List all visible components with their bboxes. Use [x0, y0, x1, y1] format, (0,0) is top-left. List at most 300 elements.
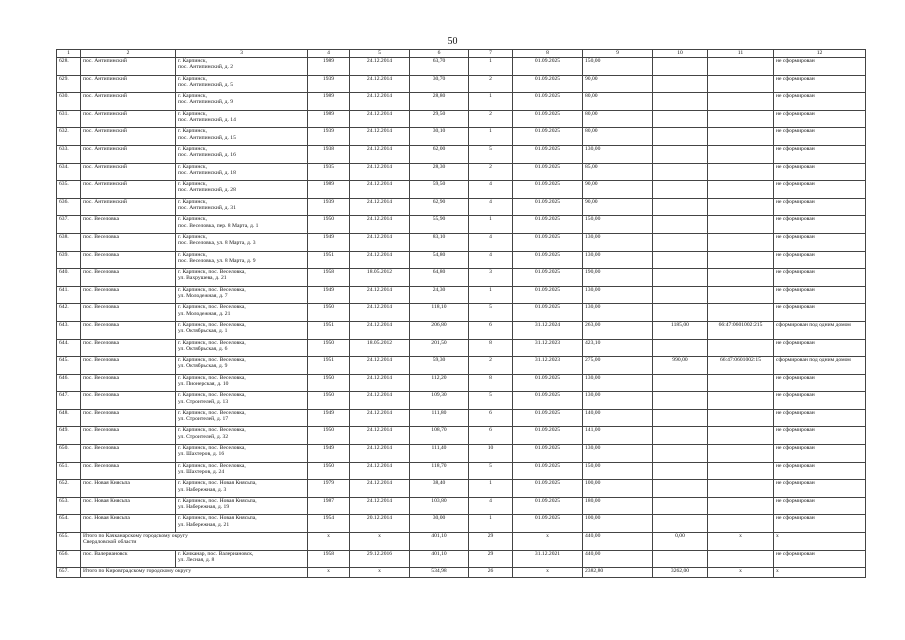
table-cell: 130,00: [583, 286, 653, 304]
table-cell: 90,00: [583, 198, 653, 216]
table-cell: [653, 286, 708, 304]
table-cell: 83,10: [410, 233, 469, 251]
total-label: [81, 533, 308, 551]
table-cell: х: [513, 568, 583, 578]
table-cell: 31.12.2023: [513, 357, 583, 375]
address-line: г. Карпинск,: [178, 181, 207, 188]
table-cell: 01.09.2025: [513, 304, 583, 322]
table-cell: 24.12.2014: [350, 357, 410, 375]
table-cell: 632.: [57, 128, 81, 146]
table-cell: пос. Антипинский: [81, 128, 176, 146]
table-row: [57, 339, 866, 357]
table-cell: не сформирован: [774, 145, 866, 163]
table-cell: 1: [469, 286, 513, 304]
address-line: пос. Антипинский, д. 28: [178, 187, 236, 194]
table-cell: пос. Веселовка: [81, 392, 176, 410]
table-cell: [708, 374, 774, 392]
address-cell: [176, 427, 308, 445]
address-cell: [176, 445, 308, 463]
address-line: г. Карпинск,: [178, 110, 207, 117]
table-cell: 31.12.2023: [513, 339, 583, 357]
table-cell: 01.09.2025: [513, 75, 583, 93]
address-line: г. Карпинск,: [178, 251, 207, 258]
table-cell: 54,80: [410, 251, 469, 269]
table-cell: 01.09.2025: [513, 462, 583, 480]
table-cell: 1989: [308, 110, 350, 128]
address-line: г. Карпинск, пос. Веселовка,: [178, 339, 246, 346]
table-cell: пос. Антипинский: [81, 110, 176, 128]
table-row: [57, 181, 866, 199]
table-cell: 2: [469, 357, 513, 375]
table-cell: [708, 445, 774, 463]
table-cell: 1935: [308, 163, 350, 181]
table-cell: [653, 251, 708, 269]
table-cell: 24.12.2014: [350, 374, 410, 392]
address-line: пос. Антипинский, д. 5: [178, 81, 234, 88]
total-label-line: Итого по Качканарскому городскому округу: [83, 533, 188, 540]
table-cell: 1949: [308, 409, 350, 427]
table-row: [57, 233, 866, 251]
table-cell: 90,00: [583, 75, 653, 93]
table-cell: 5: [469, 304, 513, 322]
table-cell: 01.09.2025: [513, 93, 583, 111]
table-cell: 4: [469, 198, 513, 216]
table-cell: не сформирован: [774, 163, 866, 181]
address-line: г. Карпинск,: [178, 233, 207, 240]
table-row: [57, 409, 866, 427]
table-cell: 01.09.2025: [513, 427, 583, 445]
table-cell: 1949: [308, 445, 350, 463]
table-row: [57, 480, 866, 498]
table-cell: 644.: [57, 339, 81, 357]
table-cell: х: [513, 533, 583, 551]
address-cell: [176, 497, 308, 515]
table-row: [57, 145, 866, 163]
address-cell: [176, 93, 308, 111]
table-cell: не сформирован: [774, 339, 866, 357]
table-cell: 24.12.2014: [350, 251, 410, 269]
table-cell: 28,30: [410, 163, 469, 181]
table-row: [57, 392, 866, 410]
table-cell: [653, 110, 708, 128]
table-row: [57, 497, 866, 515]
address-line: г. Карпинск, пос. Веселовка,: [178, 286, 246, 293]
address-line: г. Карпинск, пос. Веселовка,: [178, 321, 246, 328]
address-cell: [176, 550, 308, 568]
table-cell: 1958: [308, 550, 350, 568]
table-cell: 637.: [57, 216, 81, 234]
address-cell: [176, 181, 308, 199]
table-cell: не сформирован: [774, 374, 866, 392]
table-cell: 01.09.2025: [513, 392, 583, 410]
address-cell: [176, 269, 308, 287]
table-cell: пос. Веселовка: [81, 427, 176, 445]
table-cell: пос. Веселовка: [81, 304, 176, 322]
table-cell: 62,90: [410, 198, 469, 216]
table-cell: 423,10: [583, 339, 653, 357]
table-cell: пос. Антипинский: [81, 145, 176, 163]
address-line: г. Карпинск,: [178, 128, 207, 135]
table-cell: [708, 286, 774, 304]
table-cell: пос. Антипинский: [81, 198, 176, 216]
table-cell: 1951: [308, 321, 350, 339]
table-cell: 24.12.2014: [350, 409, 410, 427]
table-cell: не сформирован: [774, 93, 866, 111]
address-line: г. Карпинск, пос. Веселовка,: [178, 392, 246, 399]
table-cell: 639.: [57, 251, 81, 269]
table-cell: 24.12.2014: [350, 462, 410, 480]
table-cell: [708, 480, 774, 498]
table-cell: пос. Веселовка: [81, 216, 176, 234]
table-row: [57, 198, 866, 216]
table-cell: 150,00: [583, 216, 653, 234]
table-cell: 24.12.2014: [350, 163, 410, 181]
table-cell: 1185,00: [653, 321, 708, 339]
address-line: г. Карпинск,: [178, 163, 207, 170]
table-cell: 100,00: [583, 480, 653, 498]
table-cell: [653, 163, 708, 181]
table-cell: 130,00: [583, 445, 653, 463]
address-line: ул. Строителей, д. 17: [178, 416, 229, 423]
address-line: г. Карпинск, пос. Веселовка,: [178, 357, 246, 364]
table-cell: 1938: [308, 145, 350, 163]
table-cell: 1950: [308, 304, 350, 322]
address-line: пос. Антипинский, д. 31: [178, 205, 236, 212]
table-cell: [653, 181, 708, 199]
table-cell: 01.09.2025: [513, 128, 583, 146]
table-row: [57, 128, 866, 146]
table-cell: 150,00: [583, 58, 653, 76]
table-cell: 01.09.2025: [513, 409, 583, 427]
address-line: ул. Набережная, д. 3: [178, 486, 227, 493]
table-cell: [708, 110, 774, 128]
table-cell: 80,00: [583, 128, 653, 146]
table-cell: 01.09.2025: [513, 181, 583, 199]
table-cell: [708, 75, 774, 93]
address-line: г. Карпинск,: [178, 93, 207, 100]
table-cell: 24.12.2014: [350, 304, 410, 322]
table-cell: пос. Веселовка: [81, 269, 176, 287]
table-cell: 64,80: [410, 269, 469, 287]
table-cell: 31.12.2024: [513, 321, 583, 339]
table-cell: не сформирован: [774, 445, 866, 463]
table-cell: 1950: [308, 392, 350, 410]
table-cell: не сформирован: [774, 198, 866, 216]
table-cell: [653, 374, 708, 392]
address-cell: [176, 163, 308, 181]
table-cell: 1949: [308, 233, 350, 251]
address-cell: [176, 515, 308, 533]
table-cell: 100,00: [583, 515, 653, 533]
address-line: г. Карпинск, пос. Веселовка,: [178, 374, 246, 381]
table-cell: 628.: [57, 58, 81, 76]
table-row: [57, 445, 866, 463]
table-cell: не сформирован: [774, 480, 866, 498]
address-line: ул. Строителей, д. 32: [178, 433, 229, 440]
table-cell: 6: [469, 427, 513, 445]
table-cell: 1989: [308, 181, 350, 199]
table-cell: [653, 550, 708, 568]
table-cell: 130,00: [583, 374, 653, 392]
table-cell: 440,00: [583, 533, 653, 551]
table-cell: 634.: [57, 163, 81, 181]
table-cell: 01.09.2025: [513, 445, 583, 463]
table-cell: 01.09.2025: [513, 163, 583, 181]
table-cell: 141,00: [583, 427, 653, 445]
table-cell: [653, 216, 708, 234]
table-cell: 1939: [308, 198, 350, 216]
address-line: пос. Антипинский, д. 14: [178, 117, 236, 124]
table-cell: [653, 427, 708, 445]
table-cell: 24.12.2014: [350, 145, 410, 163]
table-cell: 38,40: [410, 480, 469, 498]
table-cell: х: [308, 533, 350, 551]
table-cell: пос. Веселовка: [81, 374, 176, 392]
total-label-line: Итого по Кировградскому городскому округу: [83, 568, 192, 575]
table-cell: 1: [469, 515, 513, 533]
column-header: 4: [308, 50, 350, 58]
address-line: г. Карпинск,: [178, 58, 207, 64]
table-cell: 103,80: [410, 497, 469, 515]
table-cell: 635.: [57, 181, 81, 199]
table-cell: не сформирован: [774, 497, 866, 515]
table-cell: 638.: [57, 233, 81, 251]
table-cell: 401,10: [410, 550, 469, 568]
table-cell: 01.09.2025: [513, 251, 583, 269]
table-cell: 111,80: [410, 409, 469, 427]
table-row: [57, 550, 866, 568]
table-cell: [653, 409, 708, 427]
table-cell: 4: [469, 497, 513, 515]
table-cell: 130,00: [583, 392, 653, 410]
table-cell: [653, 269, 708, 287]
address-cell: [176, 58, 308, 76]
table-cell: [653, 480, 708, 498]
table-cell: [708, 145, 774, 163]
table-cell: 649.: [57, 427, 81, 445]
table-cell: 645.: [57, 357, 81, 375]
table-cell: 8: [469, 374, 513, 392]
table-cell: 2: [469, 110, 513, 128]
table-cell: 643.: [57, 321, 81, 339]
table-cell: [653, 93, 708, 111]
table-cell: пос. Веселовка: [81, 462, 176, 480]
address-line: ул. Пионерская, д. 10: [178, 380, 229, 387]
table-cell: 66:47:0601002:15: [708, 357, 774, 375]
table-cell: пос. Антипинский: [81, 93, 176, 111]
table-cell: 4: [469, 233, 513, 251]
table-cell: 30,10: [410, 128, 469, 146]
table-cell: не сформирован: [774, 128, 866, 146]
address-cell: [176, 462, 308, 480]
table-cell: пос. Валериановск: [81, 550, 176, 568]
table-cell: [708, 304, 774, 322]
table-cell: [653, 198, 708, 216]
address-line: г. Карпинск,: [178, 216, 207, 223]
table-cell: 3262,00: [653, 568, 708, 578]
table-cell: 66:47:0601002:215: [708, 321, 774, 339]
address-line: ул. Октябрьская, д. 6: [178, 345, 228, 352]
table-cell: 24.12.2014: [350, 480, 410, 498]
table-cell: 1954: [308, 515, 350, 533]
table-cell: не сформирован: [774, 269, 866, 287]
table-cell: 633.: [57, 145, 81, 163]
address-line: г. Карпинск,: [178, 75, 207, 82]
address-cell: [176, 286, 308, 304]
table-cell: [708, 128, 774, 146]
address-line: г. Карпинск, пос. Новая Княсьпа,: [178, 515, 257, 522]
table-cell: 29.12.2016: [350, 550, 410, 568]
table-cell: 5: [469, 392, 513, 410]
table-cell: 01.09.2025: [513, 216, 583, 234]
table-cell: 63,70: [410, 58, 469, 76]
table-cell: х: [774, 568, 866, 578]
table-cell: 1951: [308, 357, 350, 375]
address-line: пос. Антипинский, д. 9: [178, 99, 234, 106]
address-line: г. Карпинск, пос. Новая Княсьпа,: [178, 497, 257, 504]
table-cell: 24.12.2014: [350, 181, 410, 199]
table-cell: [653, 497, 708, 515]
address-cell: [176, 304, 308, 322]
table-cell: 1950: [308, 216, 350, 234]
table-cell: 85,00: [583, 163, 653, 181]
table-cell: пос. Новая Княсьпа: [81, 480, 176, 498]
table-cell: 1939: [308, 128, 350, 146]
table-cell: 24.12.2014: [350, 445, 410, 463]
table-cell: 651.: [57, 462, 81, 480]
table-cell: [708, 497, 774, 515]
table-cell: 1: [469, 93, 513, 111]
table-cell: 629.: [57, 75, 81, 93]
table-cell: 1979: [308, 480, 350, 498]
table-cell: 180,00: [583, 497, 653, 515]
address-line: ул. Лесная, д. 8: [178, 556, 215, 563]
table-cell: не сформирован: [774, 233, 866, 251]
address-line: ул. Вахрушева, д. 21: [178, 275, 227, 282]
table-cell: [708, 181, 774, 199]
table-row: [57, 515, 866, 533]
table-cell: пос. Антипинский: [81, 75, 176, 93]
address-cell: [176, 216, 308, 234]
address-line: г. Карпинск, пос. Новая Княсьпа,: [178, 480, 257, 487]
table-cell: 2: [469, 75, 513, 93]
table-cell: 80,00: [583, 110, 653, 128]
table-cell: сформирован под одним домом: [774, 357, 866, 375]
table-cell: 90,00: [583, 181, 653, 199]
address-cell: [176, 251, 308, 269]
address-line: г. Карпинск, пос. Веселовка,: [178, 445, 246, 452]
table-cell: 642.: [57, 304, 81, 322]
table-cell: 1: [469, 128, 513, 146]
table-cell: 150,00: [583, 462, 653, 480]
table-cell: 654.: [57, 515, 81, 533]
table-cell: 130,00: [583, 304, 653, 322]
address-cell: [176, 392, 308, 410]
address-line: ул. Молодежная, д. 21: [178, 310, 231, 317]
table-cell: 24.12.2014: [350, 128, 410, 146]
table-cell: 01.09.2025: [513, 269, 583, 287]
table-cell: 55,90: [410, 216, 469, 234]
table-cell: [708, 216, 774, 234]
table-cell: 6: [469, 409, 513, 427]
table-cell: 130,00: [583, 233, 653, 251]
table-cell: пос. Веселовка: [81, 251, 176, 269]
table-cell: [653, 145, 708, 163]
table-cell: 01.09.2025: [513, 58, 583, 76]
table-row: [57, 374, 866, 392]
column-header: 6: [410, 50, 469, 58]
table-cell: [708, 392, 774, 410]
column-header: 8: [513, 50, 583, 58]
table-row: [57, 357, 866, 375]
table-cell: 206,80: [410, 321, 469, 339]
address-line: г. Карпинск, пос. Веселовка,: [178, 409, 246, 416]
column-header: 12: [774, 50, 866, 58]
table-cell: 18.05.2012: [350, 269, 410, 287]
table-cell: 01.09.2025: [513, 145, 583, 163]
table-cell: не сформирован: [774, 75, 866, 93]
table-cell: 01.09.2025: [513, 198, 583, 216]
table-cell: х: [774, 533, 866, 551]
address-line: ул. Набережная, д. 21: [178, 521, 230, 528]
address-line: пос. Антипинский, д. 2: [178, 64, 234, 71]
table-row: [57, 321, 866, 339]
table-cell: 440,00: [583, 550, 653, 568]
table-cell: 62,00: [410, 145, 469, 163]
table-cell: [708, 251, 774, 269]
column-header: 7: [469, 50, 513, 58]
address-line: пос. Антипинский, д. 16: [178, 152, 236, 159]
table-cell: [653, 339, 708, 357]
table-cell: 1989: [308, 58, 350, 76]
table-cell: пос. Антипинский: [81, 181, 176, 199]
table-cell: 29: [469, 550, 513, 568]
address-cell: [176, 145, 308, 163]
address-line: ул. Набережная, д. 19: [178, 504, 230, 511]
table-cell: 1: [469, 58, 513, 76]
table-cell: 653.: [57, 497, 81, 515]
table-cell: х: [708, 568, 774, 578]
table-cell: 0,00: [653, 533, 708, 551]
address-line: г. Качканар, пос. Валериановск,: [178, 550, 254, 557]
table-cell: 4: [469, 181, 513, 199]
address-line: г. Карпинск,: [178, 145, 207, 152]
table-cell: 275,00: [583, 357, 653, 375]
address-cell: [176, 128, 308, 146]
table-cell: 1989: [308, 93, 350, 111]
table-cell: 263,00: [583, 321, 653, 339]
table-cell: 01.09.2025: [513, 110, 583, 128]
table-cell: пос. Веселовка: [81, 357, 176, 375]
table-row: [57, 427, 866, 445]
table-cell: [708, 515, 774, 533]
table-cell: 118,70: [410, 462, 469, 480]
table-row: [57, 304, 866, 322]
table-cell: 01.09.2025: [513, 286, 583, 304]
table-row: [57, 251, 866, 269]
address-cell: [176, 75, 308, 93]
table-row: [57, 216, 866, 234]
column-header: 5: [350, 50, 410, 58]
table-cell: не сформирован: [774, 409, 866, 427]
table-cell: 1951: [308, 251, 350, 269]
table-row: [57, 110, 866, 128]
table-row: [57, 462, 866, 480]
table-cell: 647.: [57, 392, 81, 410]
table-cell: 652.: [57, 480, 81, 498]
total-label-line: Свердловской области: [83, 539, 137, 546]
table-cell: 24.12.2014: [350, 427, 410, 445]
